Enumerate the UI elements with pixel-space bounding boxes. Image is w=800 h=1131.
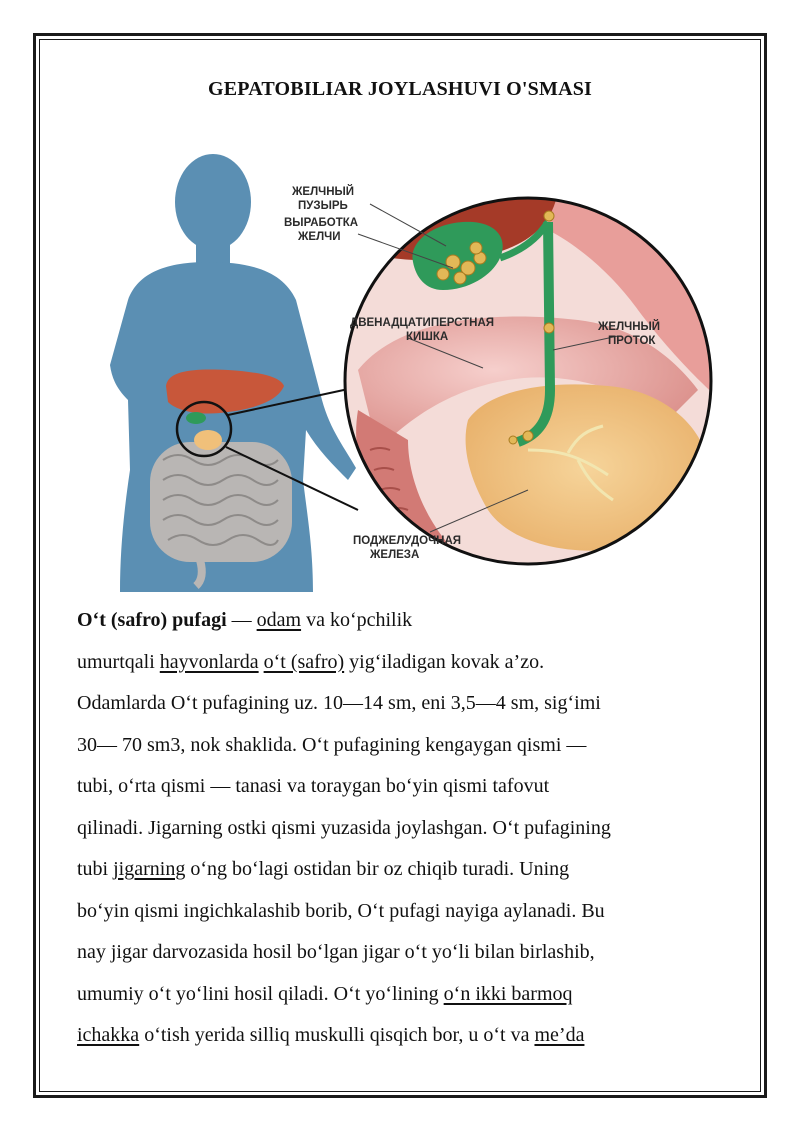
label-duodenum-2: КИШКА bbox=[406, 331, 449, 343]
link-ichakka[interactable]: ichakka bbox=[77, 1024, 140, 1046]
label-pancreas-1: ПОДЖЕЛУДОЧНАЯ bbox=[353, 535, 462, 547]
text-line-8: bo‘yin qismi ingichkalashib borib, O‘t pufagi nayiga aylanadi. Bu bbox=[77, 899, 605, 922]
link-on-ikki-barmoq[interactable]: o‘n ikki barmoq bbox=[443, 982, 573, 1005]
link-odam[interactable]: odam bbox=[256, 609, 302, 631]
link-meda[interactable]: me’da bbox=[534, 1024, 585, 1046]
pancreas-small bbox=[194, 430, 222, 450]
text-fragment: o‘ng bo‘lagi ostidan bir oz chiqib turadi. Uning bbox=[185, 858, 570, 880]
hepatobiliary-illustration bbox=[108, 150, 720, 592]
text-line-3: Odamlarda O‘t pufagining uz. 10—14 sm, eni 3,5—4 sm, sig‘imi bbox=[77, 692, 601, 714]
text-fragment: o‘tish yerida silliq muskulli qisqich bor, u o‘t va bbox=[139, 1024, 535, 1046]
link-ot-safro[interactable]: o‘t (safro) bbox=[263, 650, 345, 673]
label-pancreas-2: ЖЕЛЕЗА bbox=[370, 549, 420, 561]
text-line-4: 30— 70 sm3, nok shaklida. O‘t pufagining kengaygan qismi — bbox=[77, 733, 587, 756]
text-fragment: umumiy o‘t yo‘lini hosil qiladi. O‘t yo‘lining bbox=[77, 982, 444, 1005]
text-line-10 bbox=[77, 974, 727, 1016]
label-bile-production-1: ВЫРАБОТКА bbox=[284, 217, 359, 229]
text-fragment: tubi bbox=[77, 858, 114, 880]
text-fragment: umurtqali bbox=[77, 650, 160, 673]
label-bile-duct-1: ЖЕЛЧНЫЙ bbox=[598, 321, 661, 333]
gallbladder-small bbox=[186, 412, 206, 424]
label-bile-production-2: ЖЕЛЧИ bbox=[298, 231, 341, 243]
text-line-11 bbox=[77, 1015, 727, 1057]
link-hayvonlarda[interactable]: hayvonlarda bbox=[159, 650, 259, 673]
text-line-2 bbox=[77, 642, 727, 684]
text-fragment: yig‘iladigan kovak a’zo. bbox=[344, 650, 545, 673]
text-line-6: qilinadi. Jigarning ostki qismi yuzasida joylashgan. O‘t pufagining bbox=[77, 816, 611, 839]
zoomed-view bbox=[338, 190, 720, 580]
link-jigarning[interactable]: jigarning bbox=[113, 858, 186, 880]
page-title: GEPATOBILIAR JOYLASHUVI O'SMASI bbox=[207, 78, 593, 100]
label-bile-duct-2: ПРОТОК bbox=[608, 335, 656, 347]
term-gallbladder: O‘t (safro) pufagi bbox=[77, 609, 227, 631]
text-line-7 bbox=[77, 849, 727, 891]
label-gallbladder-2: ПУЗЫРЬ bbox=[298, 200, 348, 212]
text-fragment: — bbox=[226, 609, 257, 631]
gallbladder-paragraph bbox=[77, 600, 727, 1057]
label-gallbladder-1: ЖЕЛЧНЫЙ bbox=[292, 186, 355, 198]
text-line-9: nay jigar darvozasida hosil bo‘lgan jigar o‘t yo‘li bilan birlashib, bbox=[77, 941, 595, 963]
label-duodenum-1: ДВЕНАДЦАТИПЕРСТНАЯ bbox=[350, 317, 495, 329]
text-line-1 bbox=[77, 600, 727, 642]
text-fragment: va ko‘pchilik bbox=[301, 609, 413, 631]
text-line-5: tubi, o‘rta qismi — tanasi va toraygan bo‘yin qismi tafovut bbox=[77, 775, 550, 797]
